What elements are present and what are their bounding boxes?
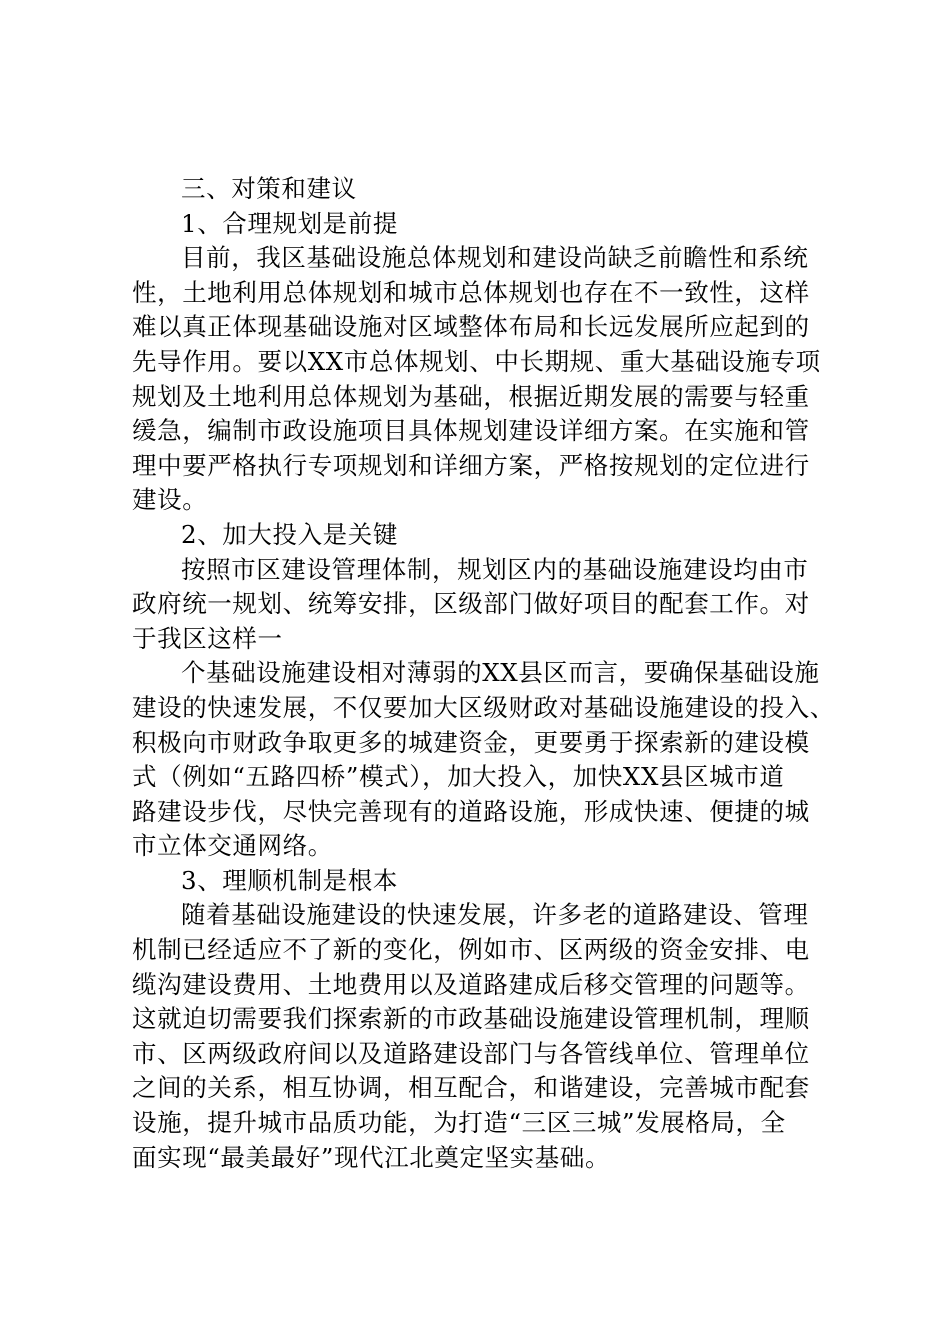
section-heading: 三、对策和建议 <box>181 174 357 203</box>
paragraph-line: 这就迫切需要我们探索新的市政基础设施建设管理机制，理顺 <box>132 1004 810 1034</box>
paragraph-line: 缓急，编制市政设施项目具体规划建设详细方案。在实施和管 <box>132 416 810 446</box>
paragraph-line: 性，土地利用总体规划和城市总体规划也存在不一致性，这样 <box>132 277 810 307</box>
paragraph-line: 路建设步伐，尽快完善现有的道路设施，形成快速、便捷的城 <box>132 796 810 826</box>
paragraph-line: 面实现“最美最好”现代江北奠定坚实基础。 <box>132 1142 611 1172</box>
subheading-mechanism: 3、理顺机制是根本 <box>181 865 398 895</box>
paragraph-line: 缆沟建设费用、土地费用以及道路建成后移交管理的问题等。 <box>132 969 810 999</box>
paragraph-line: 规划及土地利用总体规划为基础，根据近期发展的需要与轻重 <box>132 381 810 411</box>
paragraph-line: 随着基础设施建设的快速发展，许多老的道路建设、管理 <box>181 900 809 930</box>
document-body <box>132 172 835 1175</box>
paragraph-line: 设施，提升城市品质功能，为打造“三区三城”发展格局，全 <box>132 1108 786 1138</box>
paragraph-line: 市、区两级政府间以及道路建设部门与各管线单位、管理单位 <box>132 1038 810 1068</box>
paragraph-line: 建设的快速发展，不仅要加大区级财政对基础设施建设的投入、 <box>132 692 835 722</box>
paragraph-line: 难以真正体现基础设施对区域整体布局和长远发展所应起到的 <box>132 312 810 342</box>
subheading-planning: 1、合理规划是前提 <box>181 208 398 238</box>
paragraph-line: 目前，我区基础设施总体规划和建设尚缺乏前瞻性和系统 <box>181 243 809 273</box>
paragraph-line: 式（例如“五路四桥”模式），加大投入，加快XX县区城市道 <box>132 762 785 792</box>
paragraph-line: 之间的关系，相互协调，相互配合，和谐建设，完善城市配套 <box>132 1073 810 1103</box>
paragraph-line: 先导作用。要以XX市总体规划、中长期规、重大基础设施专项 <box>132 346 821 376</box>
paragraph-line: 机制已经适应不了新的变化，例如市、区两级的资金安排、电 <box>132 935 810 965</box>
paragraph-line: 于我区这样一 <box>132 623 283 653</box>
paragraph-line: 政府统一规划、统筹安排，区级部门做好项目的配套工作。对 <box>132 589 810 619</box>
paragraph-line: 积极向市财政争取更多的城建资金，更要勇于探索新的建设模 <box>132 727 810 757</box>
subheading-investment: 2、加大投入是关键 <box>181 519 398 549</box>
paragraph-line: 理中要严格执行专项规划和详细方案，严格按规划的定位进行 <box>132 450 810 480</box>
paragraph-line: 按照市区建设管理体制，规划区内的基础设施建设均由市 <box>181 554 809 584</box>
paragraph-line: 市立体交通网络。 <box>132 831 333 861</box>
paragraph-line: 个基础设施建设相对薄弱的XX县区而言，要确保基础设施 <box>181 658 820 688</box>
paragraph-line: 建设。 <box>132 485 208 515</box>
